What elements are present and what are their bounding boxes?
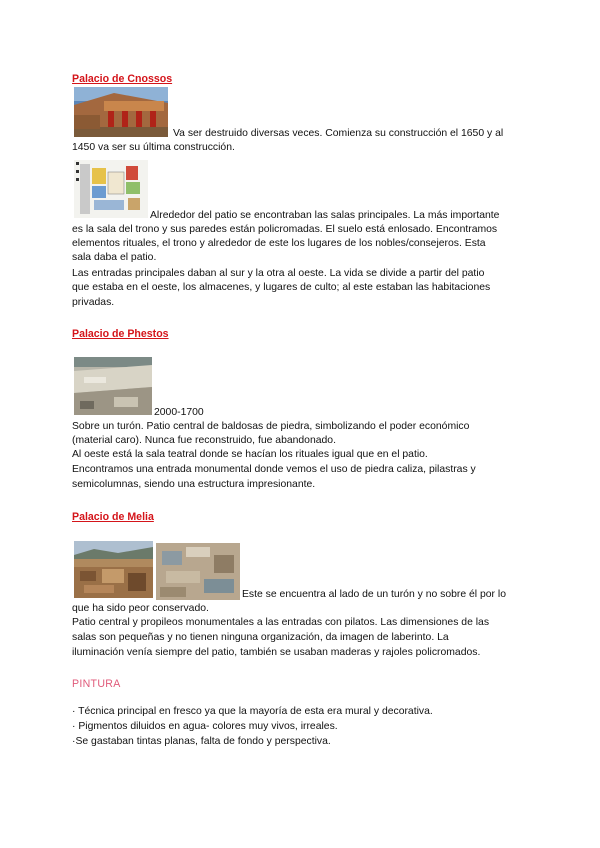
cnossos-p2-line-2: que estaba en el oeste, los almacenes, y lugares de culto; al este estaban las habitaciones (72, 282, 491, 293)
phestos-line-3: Al oeste está la sala teatral donde se hacían los rituales igual que en el patio. (72, 449, 428, 460)
cnossos-p1-line-1: Alrededor del patio se encontraban las salas principales. La más importante (150, 210, 500, 221)
melia-photo-2 (156, 543, 240, 600)
cnossos-p1-line-2: es la sala del trono y sus paredes están policromadas. El suelo está enlosado. Encontramos (72, 224, 498, 235)
phestos-line-2: (material caro). Nunca fue reconstruido, fue abandonado. (72, 435, 336, 446)
heading-melia: Palacio de Melia (72, 511, 154, 523)
cnossos-caption-line-2: 1450 va ser su última construcción. (72, 142, 235, 153)
pintura-item-1: · Técnica principal en fresco ya que la mayoría de esta era mural y decorativa. (72, 706, 433, 717)
melia-line-1: Patio central y propileos monumentales a las entradas con pilatos. Las dimensiones de las (72, 617, 490, 628)
heading-pintura: PINTURA (72, 678, 121, 690)
melia-caption-line-2: que ha sido peor conservado. (72, 603, 209, 614)
phestos-line-1: Sobre un turón. Patio central de baldosas de piedra, simbolizando el poder económico (72, 421, 470, 432)
phestos-date: 2000-1700 (154, 407, 204, 418)
cnossos-photo (74, 87, 168, 137)
cnossos-p1-line-3: elementos rituales, el trono y alrededor de este los lugares de los nobles/consejeros. Esta (72, 238, 486, 249)
pintura-item-3: ·Se gastaban tintas planas, falta de fondo y perspectiva. (72, 736, 331, 747)
melia-photo-1 (74, 541, 153, 598)
cnossos-plan-image (74, 160, 148, 218)
heading-cnossos: Palacio de Cnossos (72, 73, 173, 85)
heading-phestos: Palacio de Phestos (72, 328, 169, 340)
cnossos-p2-line-1: Las entradas principales daban al sur y la otra al oeste. La vida se divide a partir del patio (72, 268, 485, 279)
cnossos-caption-line-1: Va ser destruido diversas veces. Comienza su construcción el 1650 y al (173, 128, 504, 139)
melia-line-2: salas son pequeñas y no tienen ninguna organización, da imagen de laberinto. La (72, 632, 449, 643)
melia-caption-line-1: Este se encuentra al lado de un turón y no sobre él por lo (242, 589, 506, 600)
phestos-photo (74, 357, 152, 415)
cnossos-p2-line-3: privadas. (72, 297, 115, 308)
melia-line-3: iluminación venía siempre del patio, también se usaban maderas y rajoles policromados. (72, 647, 481, 658)
phestos-line-5: semicolumnas, siendo una estructura impresionante. (72, 479, 316, 490)
phestos-line-4: Encontramos una entrada monumental donde vemos el uso de piedra caliza, pilastras y (72, 464, 476, 475)
cnossos-p1-line-4: sala daba el patio. (72, 252, 157, 263)
pintura-item-2: · Pigmentos diluidos en agua- colores muy vivos, irreales. (72, 721, 338, 732)
